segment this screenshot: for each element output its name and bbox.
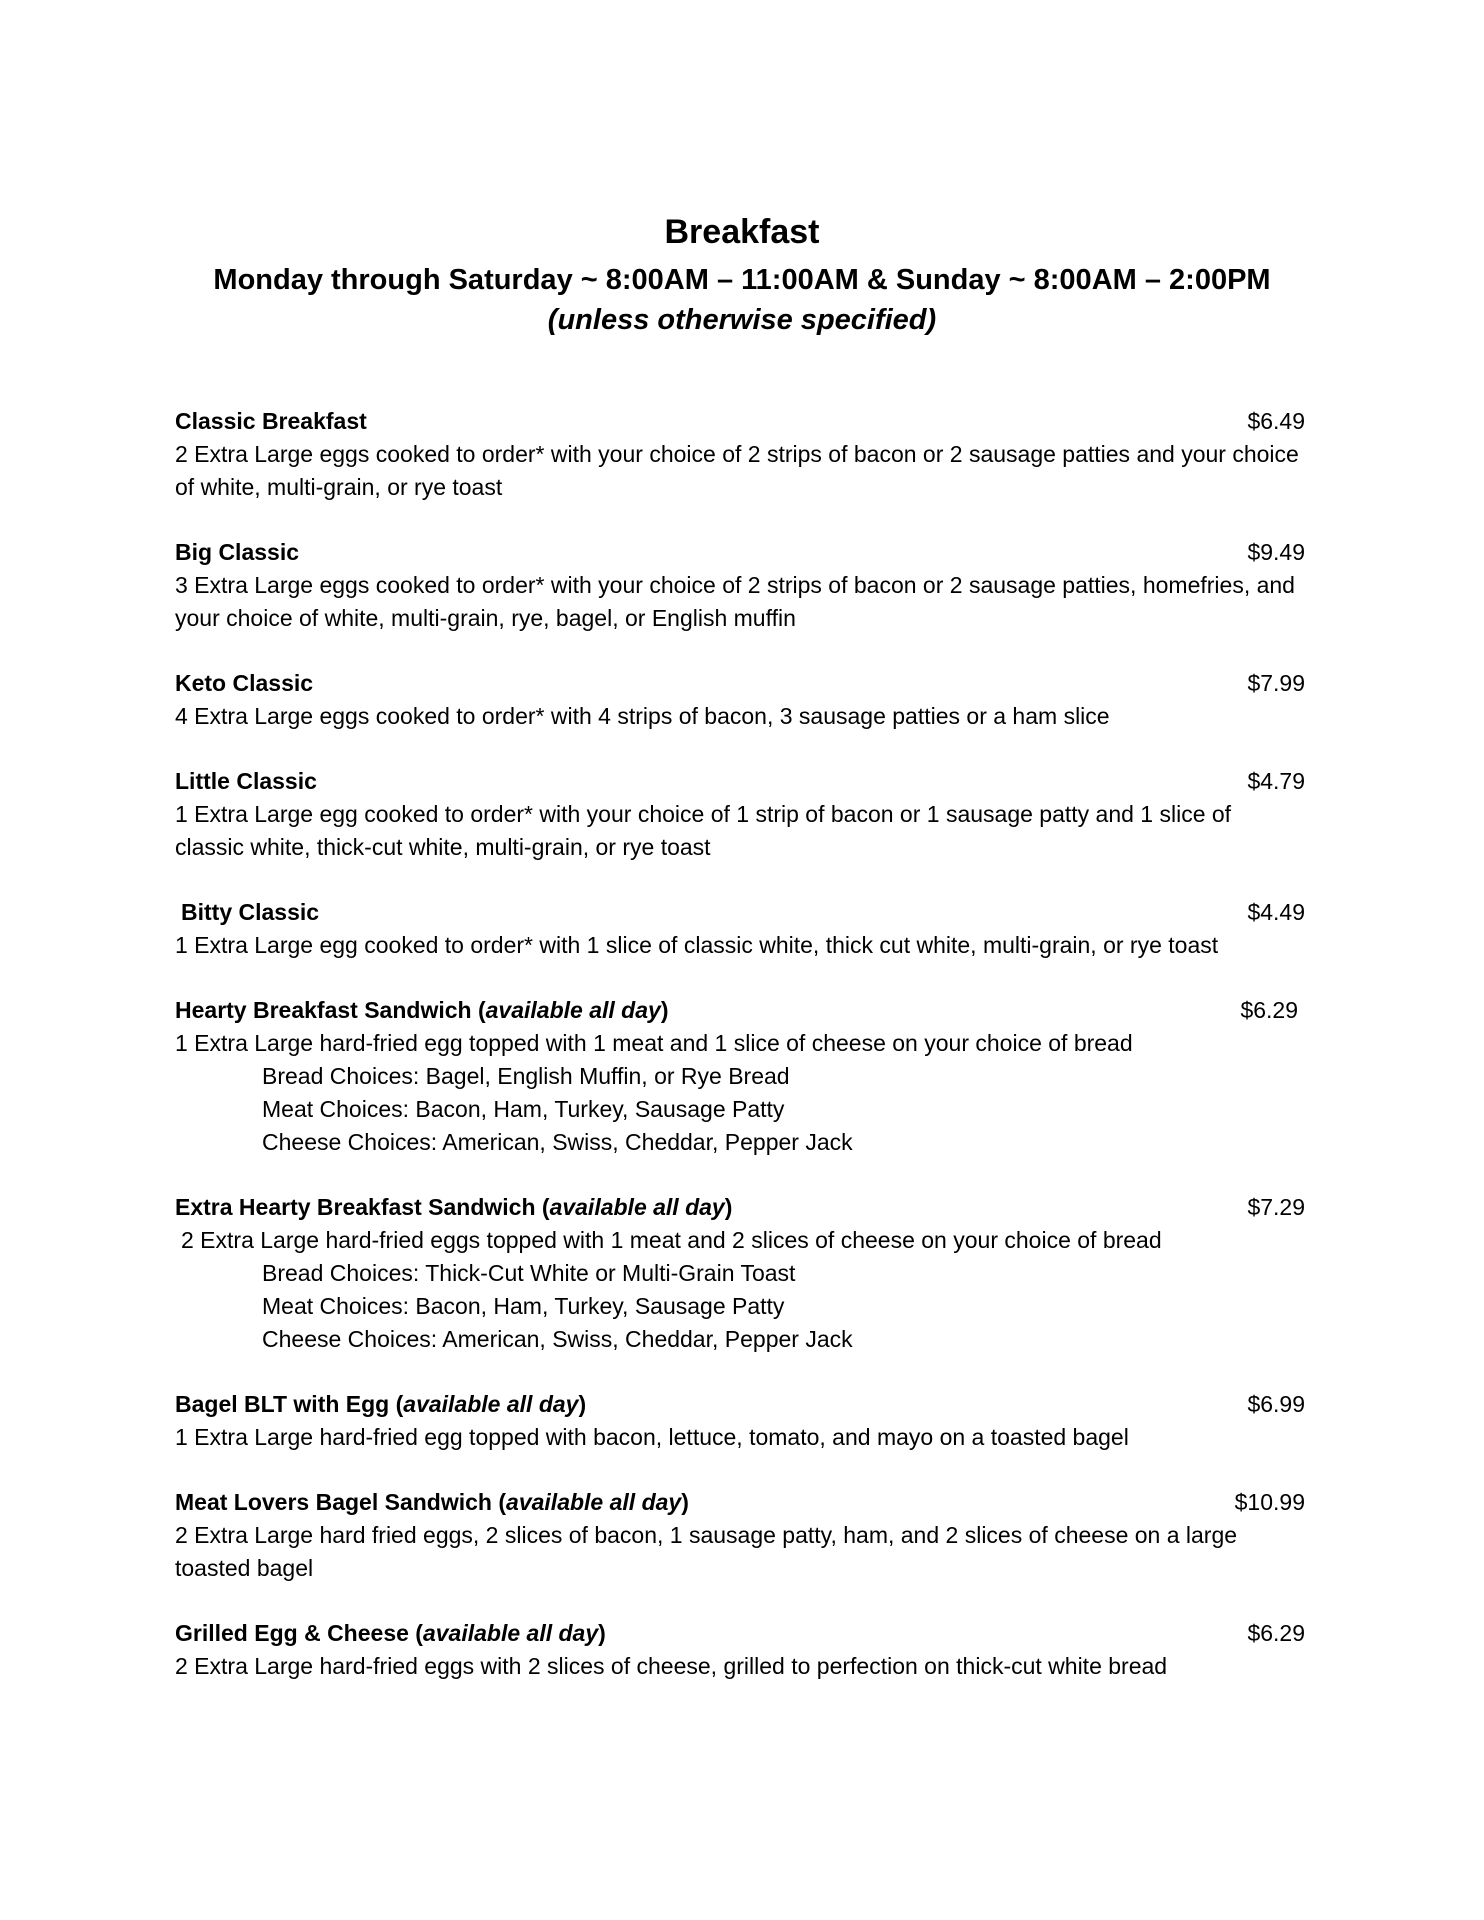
- item-price: $6.29: [1247, 1620, 1305, 1646]
- item-description: 3 Extra Large eggs cooked to order* with your choice of 2 strips of bacon or 2 sausage patties, homefries, and your choice of white, multi-grain, rye, bagel, or English muffin: [175, 572, 1295, 631]
- bread-choices: Bread Choices: Thick-Cut White or Multi-Grain Toast: [262, 1260, 796, 1286]
- availability-note: available all day: [403, 1391, 579, 1417]
- item-name: Bagel BLT with Egg (available all day): [175, 1391, 587, 1417]
- item-description: 4 Extra Large eggs cooked to order* with 4 strips of bacon, 3 sausage patties or a ham slice: [175, 703, 1110, 729]
- item-description: 1 Extra Large egg cooked to order* with your choice of 1 strip of bacon or 1 sausage patty and 1 slice of classic white, thick-cut white, multi-grain, or rye toast: [175, 801, 1232, 860]
- item-name: Grilled Egg & Cheese (available all day): [175, 1620, 606, 1646]
- item-name: Big Classic: [175, 539, 299, 565]
- item-name: Hearty Breakfast Sandwich (available all day): [175, 997, 669, 1023]
- item-price: $4.49: [1247, 899, 1305, 925]
- serving-hours: Monday through Saturday ~ 8:00AM – 11:00AM & Sunday ~ 8:00AM – 2:00PM: [213, 264, 1271, 296]
- item-price: $6.99: [1247, 1391, 1305, 1417]
- availability-note: available all day: [549, 1194, 725, 1220]
- menu-item-classic-breakfast: [175, 405, 1305, 504]
- item-description: 2 Extra Large hard-fried eggs topped with 1 meat and 2 slices of cheese on your choice of bread: [181, 1227, 1162, 1253]
- meat-choices: Meat Choices: Bacon, Ham, Turkey, Sausage Patty: [262, 1096, 785, 1122]
- item-name: Extra Hearty Breakfast Sandwich (available all day): [175, 1194, 733, 1220]
- item-description: 2 Extra Large hard-fried eggs with 2 slices of cheese, grilled to perfection on thick-cut white bread: [175, 1653, 1168, 1679]
- menu-item-hearty-breakfast-sandwich: [175, 994, 1305, 1159]
- item-price: $4.79: [1247, 768, 1305, 794]
- item-name: Little Classic: [175, 768, 317, 794]
- menu-item-bagel-blt-with-egg: [175, 1388, 1305, 1454]
- item-name: Meat Lovers Bagel Sandwich (available all day): [175, 1489, 689, 1515]
- menu-item-extra-hearty-breakfast-sandwich: [175, 1191, 1305, 1356]
- item-name: Keto Classic: [175, 670, 314, 696]
- choice-list: [175, 1060, 1305, 1159]
- hours-note: (unless otherwise specified): [547, 304, 937, 336]
- menu-item-keto-classic: [175, 667, 1305, 733]
- item-description: 1 Extra Large hard-fried egg topped with bacon, lettuce, tomato, and mayo on a toasted bagel: [175, 1424, 1129, 1450]
- page-title: Breakfast: [664, 213, 820, 251]
- item-price: $10.99: [1234, 1489, 1305, 1515]
- menu-item-meat-lovers-bagel-sandwich: [175, 1486, 1305, 1585]
- menu-item-little-classic: [175, 765, 1305, 864]
- item-price: $7.99: [1247, 670, 1305, 696]
- bread-choices: Bread Choices: Bagel, English Muffin, or Rye Bread: [262, 1063, 790, 1089]
- cheese-choices: Cheese Choices: American, Swiss, Cheddar, Pepper Jack: [262, 1326, 853, 1352]
- availability-note: available all day: [506, 1489, 682, 1515]
- meat-choices: Meat Choices: Bacon, Ham, Turkey, Sausage Patty: [262, 1293, 785, 1319]
- item-name: Classic Breakfast: [175, 408, 367, 434]
- cheese-choices: Cheese Choices: American, Swiss, Cheddar, Pepper Jack: [262, 1129, 853, 1155]
- availability-note: available all day: [485, 997, 661, 1023]
- item-description: 2 Extra Large eggs cooked to order* with your choice of 2 strips of bacon or 2 sausage patties and your choice of white, multi-grain, or rye toast: [175, 441, 1299, 500]
- item-price: $7.29: [1247, 1194, 1305, 1220]
- item-price: $6.29: [1240, 997, 1298, 1023]
- menu-item-big-classic: [175, 536, 1305, 635]
- item-description: 1 Extra Large egg cooked to order* with 1 slice of classic white, thick cut white, multi-grain, or rye toast: [175, 932, 1219, 958]
- item-description: 2 Extra Large hard fried eggs, 2 slices of bacon, 1 sausage patty, ham, and 2 slices of cheese on a large toasted bagel: [175, 1522, 1238, 1581]
- item-name: Bitty Classic: [181, 899, 320, 925]
- menu-item-bitty-classic: [175, 896, 1305, 962]
- availability-note: available all day: [422, 1620, 599, 1646]
- menu-item-grilled-egg-and-cheese: [175, 1617, 1305, 1683]
- item-price: $9.49: [1247, 539, 1305, 565]
- item-price: $6.49: [1247, 408, 1305, 434]
- choice-list: [175, 1257, 1305, 1356]
- item-description: 1 Extra Large hard-fried egg topped with 1 meat and 1 slice of cheese on your choice of bread: [175, 1030, 1133, 1056]
